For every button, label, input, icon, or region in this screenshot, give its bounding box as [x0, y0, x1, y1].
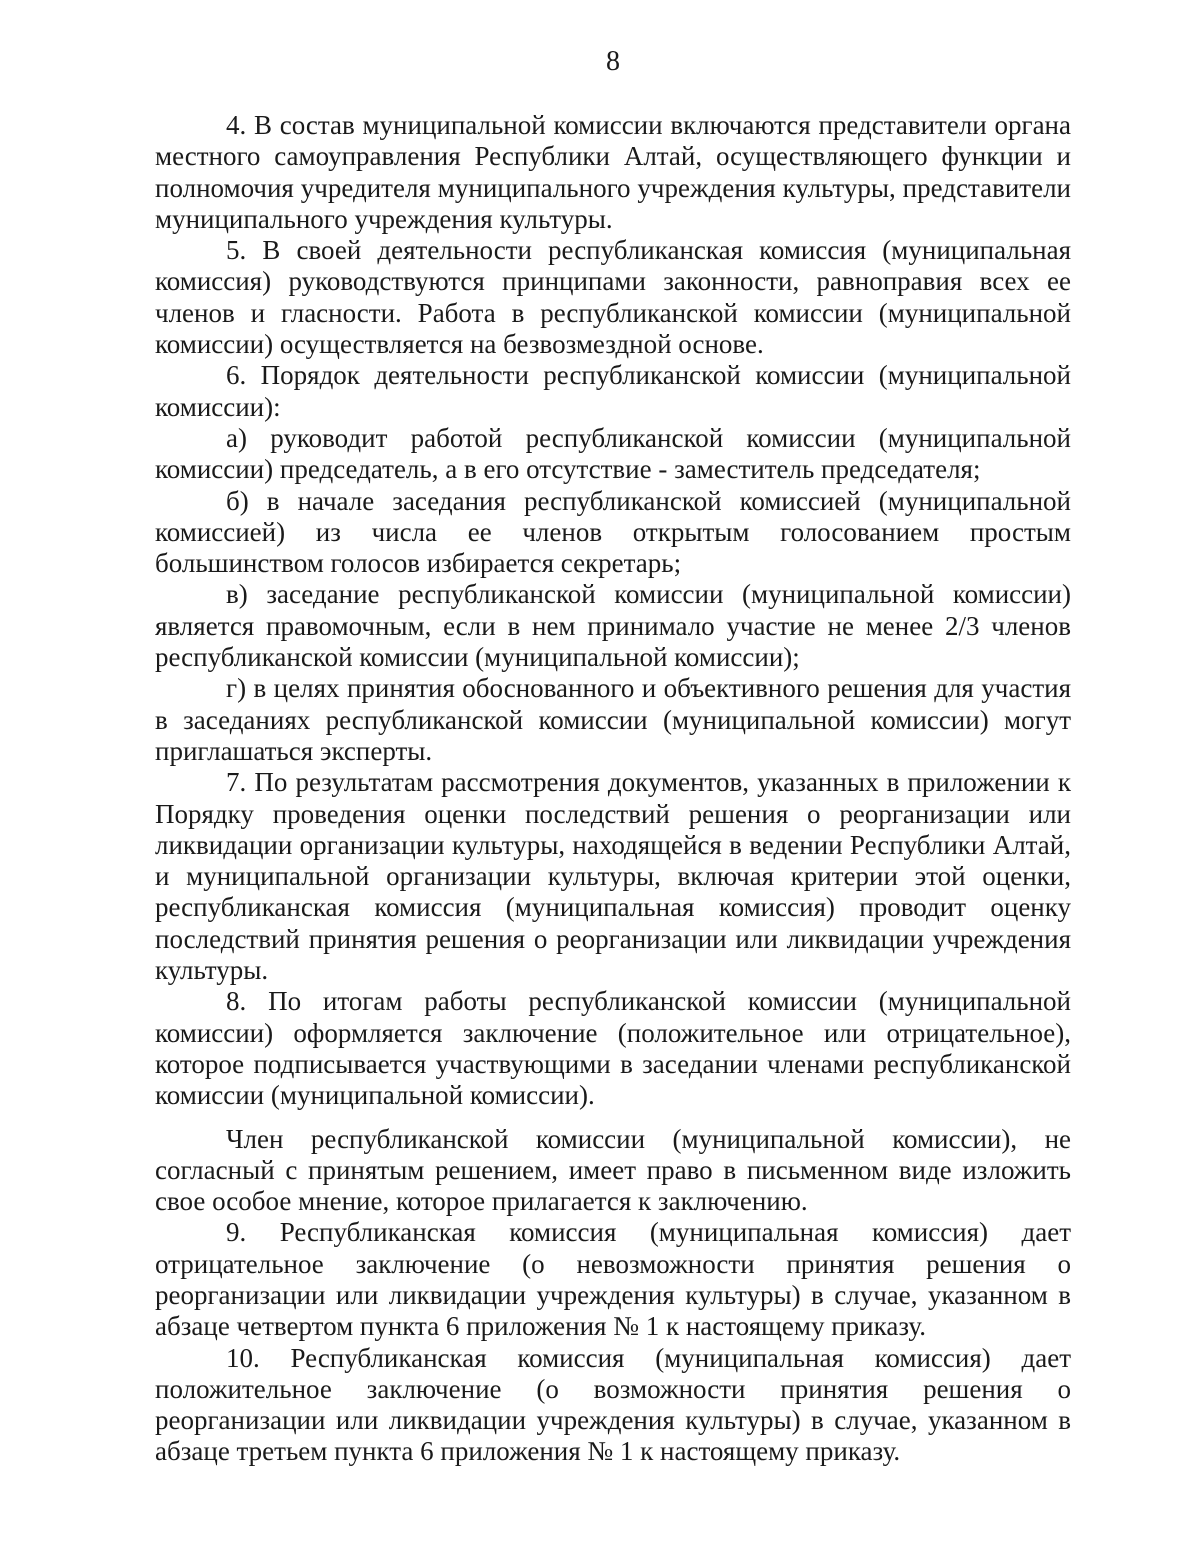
paragraph-8: 8. По итогам работы республиканской комиссии (муниципальной комиссии) оформляется заключение (положительное или отрицательное), которое подписывается участвующими в заседании членами республиканской комиссии (муниципальной комиссии). [155, 986, 1071, 1111]
paragraph-7: 7. По результатам рассмотрения документов, указанных в приложении к Порядку проведения оценки последствий решения о реорганизации или ликвидации организации культуры, находящейся в ведении Республики Алтай, и муниципальной организации культуры, включая критерии этой оценки, республиканская комиссия (муниципальная комиссия) проводит оценку последствий принятия решения о реорганизации или ликвидации учреждения культуры. [155, 767, 1071, 986]
paragraph-6v: в) заседание республиканской комиссии (муниципальной комиссии) является правомочным, если в нем принимало участие не менее 2/3 членов республиканской комиссии (муниципальной комиссии); [155, 579, 1071, 673]
paragraph-6b: б) в начале заседания республиканской комиссией (муниципальной комиссией) из числа ее членов открытым голосованием простым большинством голосов избирается секретарь; [155, 485, 1071, 579]
paragraph-6g: г) в целях принятия обоснованного и объективного решения для участия в заседаниях республиканской комиссии (муниципальной комиссии) могут приглашаться эксперты. [155, 673, 1071, 766]
paragraph-5: 5. В своей деятельности республиканская комиссия (муниципальная комиссия) руководствуются принципами законности, равноправия всех ее членов и гласности. Работа в республиканской комиссии (муниципальной комиссии) осуществляется на безвозмездной основе. [155, 235, 1071, 360]
page-number: 8 [606, 46, 620, 77]
paragraph-6: 6. Порядок деятельности республиканской комиссии (муниципальной комиссии): [155, 360, 1071, 422]
document-body [155, 110, 1071, 1468]
paragraph-8-dissent: Член республиканской комиссии (муниципальной комиссии), не согласный с принятым решением, имеет право в письменном виде изложить свое особое мнение, которое прилагается к заключению. [155, 1123, 1071, 1217]
paragraph-10: 10. Республиканская комиссия (муниципальная комиссия) дает положительное заключение (о возможности принятия решения о реорганизации или ликвидации учреждения культуры) в случае, указанном в абзаце третьем пункта 6 приложения № 1 к настоящему приказу. [155, 1342, 1071, 1467]
paragraph-4: 4. В состав муниципальной комиссии включаются представители органа местного самоуправления Республики Алтай, осуществляющего функции и полномочия учредителя муниципального учреждения культуры, представители муниципального учреждения культуры. [155, 110, 1071, 234]
paragraph-6a: а) руководит работой республиканской комиссии (муниципальной комиссии) председатель, а в его отсутствие - заместитель председателя; [155, 422, 1071, 485]
paragraph-9: 9. Республиканская комиссия (муниципальная комиссия) дает отрицательное заключение (о невозможности принятия решения о реорганизации или ликвидации учреждения культуры) в случае, указанном в абзаце четвертом пункта 6 приложения № 1 к настоящему приказу. [155, 1217, 1071, 1342]
